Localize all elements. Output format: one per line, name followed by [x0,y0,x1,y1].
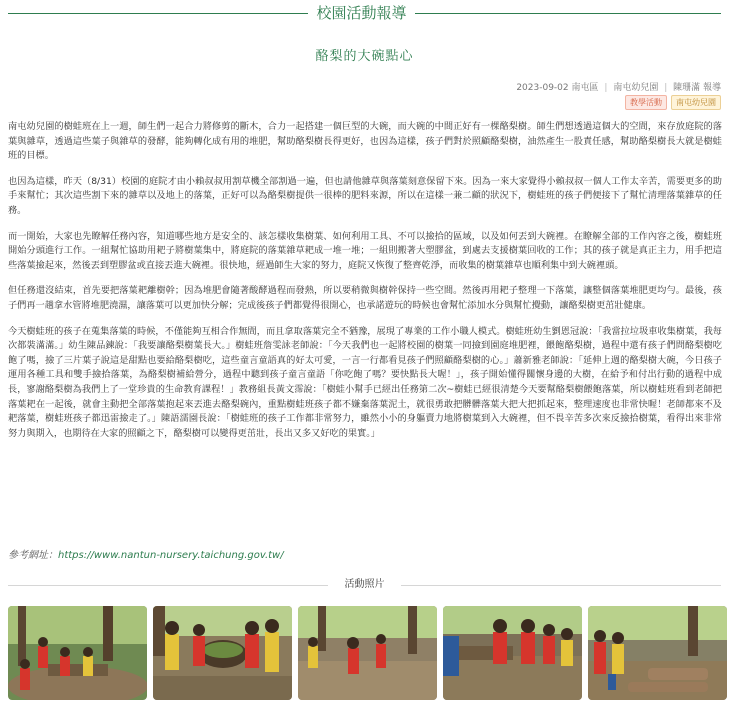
tag-school[interactable]: 南屯幼兒園 [671,95,721,110]
divider [8,13,308,14]
article-meta: 2023-09-02 南屯區 | 南屯幼兒園 | 陳珊滿 報導 [516,83,721,93]
paragraph: 但任務還沒結束，首先要把落葉耙離樹幹；因為堆肥會隨著酸酵過程而發熱，所以要稍微與樹幹保持一些空間。然後再用耙子整理一下落葉，讓整個落葉堆肥更均勻。最後，孩子們再一趟拿水管將堆肥澆濕，讓落葉可以更加快分解；完成後孩子們都覺得很開心，也承諾遊玩的時候也會幫忙添加水分與幫忙攪動，讓酪梨樹更茁壯健康。 [8,285,722,311]
article-tags [625,95,721,110]
divider [401,585,721,586]
photos-title: 活動照片 [344,579,385,590]
article-school: 南屯幼兒園 [613,83,659,93]
section-title: 校園活動報導 [316,4,407,22]
photo-thumbnail[interactable] [153,606,292,700]
paragraph: 而一開始，大家也先瞭解任務內容，知道哪些地方是安全的、該怎樣收集樹葉、如何利用工具、不可以撿拾的區域，以及如何丟到大碗裡。在瞭解全部的工作內容之後，樹蛙班開始分頭進行工作。一組幫忙協助用耙子將樹葉集中，將庭院的落葉雜草耙成一堆一堆；一組則搬著大塑膠盆，到處去支援樹葉回收的工作；其的孩子就是真正主力，用手把這些落葉撿起來，然後丟到塑膠盆或直接丟進大碗裡。很快地，經過師生大家的努力，庭院又恢復了整齊乾淨，而收集的樹葉雜草也順利集中到大碗裡頭。 [8,230,722,271]
reference-label: 參考網址： [8,550,58,561]
article-author: 陳珊滿 報導 [673,83,721,93]
divider [8,585,328,586]
paragraph: 今天樹蛙班的孩子在蒐集落葉的時候，不僅能夠互相合作無間，而且拿取落葉完全不猶豫，展現了專業的工作小職人模式。樹蛙班幼生劉恩冠說：「我當拉垃圾車收集樹葉，我每次都裝滿滿。」幼生陳品鍊說：「我要讓酪梨樹葉長大。」樹蛙班詹雯詠老師說：「今天我們也一起將校園的樹葉一同撿到園庭堆肥裡，餵飽酪梨樹，過程中還有孩子們問酪梨樹吃飽了嗎，撿了三片葉子說這是甜點也要給酪梨樹吃，這些童言童語真的好太可愛，一言一行都看見孩子們照顧酪梨樹的心。」蕭新雅老師說：「延伸上週的酪梨樹大碗，今日孩子運用各種工具和雙手撿拾落葉，為酪梨樹補給營分，過程中聽到孩子童言童語「你吃飽了嗎？要快點長大喔！」，孩子開始懂得關懷身邊的大樹，在給予和付出行動的過程中成長，寥謝酪梨樹為我們上了一堂珍貴的生命教育課程！」教務組長黃文霈說：「樹蛙小幫手已經出任務第二次~樹蛙已經很清楚今天要幫酪梨樹餵飽落葉，所以樹蛙班看到老師把落葉耙在一起後，就會主動把全部落葉抱起來丟進去酪梨碗內，重點樹蛙班孩子都不嫌棄落葉泥土，就很勇敢把髒髒落葉大把大把抓起來，整理速度也非常快喔！老師都來不及耙落葉，樹蛙班孩子都迅雷撿走了。」陳語濡園長說：「樹蛙班的孩子工作都非常努力，雖然小小的身軀賣力地將樹葉到入大碗裡，但不畏辛苦多次來反撿拾樹葉，看得出來非常努力與期入，也期待在大家的照顧之下，酪梨樹可以變得更茁壯，長出又多又好吃的果實。」 [8,325,722,439]
reference-link[interactable]: https://www.nantun-nursery.taichung.gov.tw/ [58,550,284,561]
article-body [8,120,722,452]
article-date: 2023-09-02 [516,83,569,93]
reference [8,546,284,561]
photo-thumbnail[interactable] [8,606,147,700]
photo-thumbnail[interactable] [443,606,582,700]
photo-gallery [8,606,727,700]
divider [415,13,721,14]
photos-header [0,575,729,595]
article-region: 南屯區 [571,83,599,93]
tag-teaching-activity[interactable]: 教學活動 [625,95,667,110]
section-header [0,3,729,23]
photo-thumbnail[interactable] [588,606,727,700]
paragraph: 也因為這樣，昨天（8/31）校園的庭院才由小賴叔叔用割草機全部割過一遍，但也請他雜草與落葉刻意保留下來。因為一來大家覺得小賴叔叔一個人工作太辛苦，需要更多的助手來幫忙；其次這些割下來的雜草以及地上的落葉，正好可以為酪梨樹提供一很棒的肥料來源，所以在這樣一兼二顧的狀況下，樹蛙班的孩子們便接下了幫忙清理落葉雜草的任務。 [8,175,722,216]
photo-thumbnail[interactable] [298,606,437,700]
paragraph: 南屯幼兒園的樹蛙班在上一週，師生們一起合力將修剪的斷木，合力一起搭建一個巨型的大碗，而大碗的中間正好有一棵酪梨樹。師生們想透過這個大的空間，來存放庭院的落葉與雜草，透過這些葉子與雜草的發酵，能夠轉化成有用的堆肥，幫助酪梨樹長得更好，也因為這樣，孩子們對於照顧酪梨樹，油然產生一股責任感，幫助酪梨樹長大就是樹蛙班的目標。 [8,121,722,162]
article-title: 酪梨的大碗點心 [315,49,414,64]
